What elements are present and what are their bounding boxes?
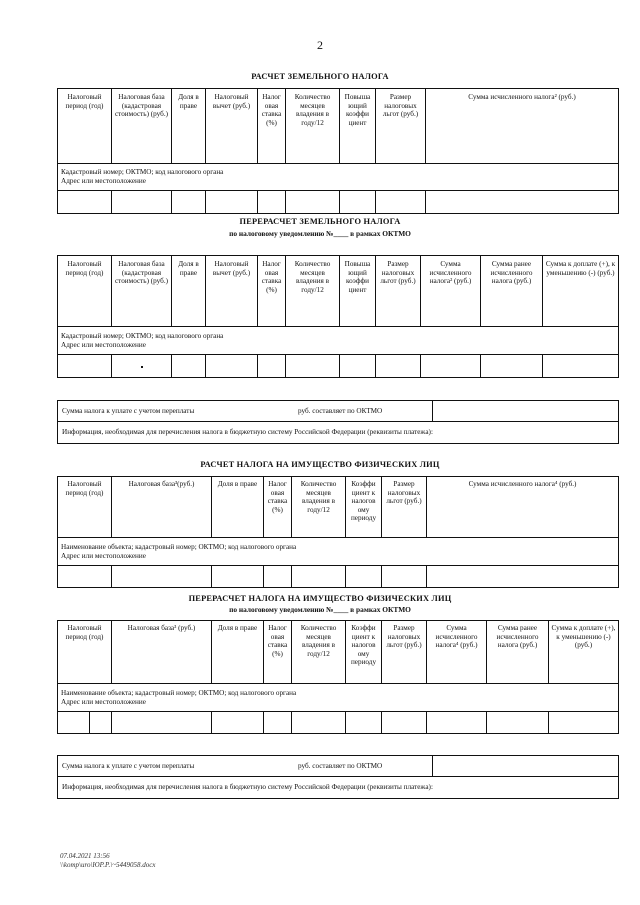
section3-data-row — [58, 566, 619, 588]
section2-info-line1: Кадастровый номер; ОКТМО; код налогового органа — [61, 331, 224, 340]
section1-table — [57, 88, 619, 214]
col-benefits: Размер налоговых льгот (руб.) — [382, 477, 427, 538]
col-coefficient: Повыша ющий коэффи циент — [340, 89, 376, 164]
col-computed-tax: Сумма исчисленного налога⁴ (руб.) — [427, 621, 487, 684]
section3-cell[interactable] — [58, 566, 112, 588]
col-rate: Налог овая ставка (%) — [258, 89, 286, 164]
col-share: Доля в праве — [212, 477, 264, 538]
section1-info — [58, 164, 619, 191]
section4-cell[interactable] — [58, 712, 90, 734]
section4-title: ПЕРЕРАСЧЕТ НАЛОГА НА ИМУЩЕСТВО ФИЗИЧЕСКИХ ЛИЦ — [188, 594, 452, 603]
section3-header-row — [58, 477, 619, 538]
col-tax-period: Налоговый период (год) — [58, 477, 112, 538]
section4-cell[interactable] — [90, 712, 112, 734]
section1-info-line1: Кадастровый номер; ОКТМО; код налогового органа — [61, 168, 224, 177]
col-computed-tax: Сумма исчисленного налога² (руб.) — [421, 256, 481, 327]
col-tax-base: Налоговая база³ (руб.) — [112, 621, 212, 684]
section1-cell[interactable] — [426, 191, 619, 214]
footer-filepath: \\komp\uro\ЮР.Р.\~5449058.docx — [60, 861, 156, 869]
section2-cell[interactable] — [421, 355, 481, 378]
section4-cell[interactable] — [427, 712, 487, 734]
col-coefficient: Коэффи циент к налогов ому периоду — [346, 477, 382, 538]
summary1-row — [58, 401, 618, 422]
section1-title: РАСЧЕТ ЗЕМЕЛЬНОГО НАЛОГА — [251, 72, 389, 81]
col-deduction: Налоговый вычет (руб.) — [206, 256, 258, 327]
col-deduction: Налоговый вычет (руб.) — [206, 89, 258, 164]
col-share: Доля в праве — [172, 256, 206, 327]
section2-table — [57, 255, 619, 378]
col-tax-base: Налоговая база³(руб.) — [112, 477, 212, 538]
col-benefits: Размер налоговых льгот (руб.) — [382, 621, 427, 684]
section3-info-line1: Наименование объекта; кадастровый номер; ОКТМО; код налогового органа — [61, 542, 297, 551]
section4-subtitle: по налоговому уведомлению №____ в рамках ОКТМО — [229, 605, 411, 614]
section2-cell[interactable] — [112, 355, 172, 378]
section4-info — [58, 684, 619, 712]
summary2-divider — [432, 756, 433, 777]
summary1-box — [57, 400, 619, 444]
section2-cell[interactable] — [340, 355, 376, 378]
col-difference: Сумма к доплате (+), к уменьшению (-) (руб.) — [549, 621, 619, 684]
summary1-middle: руб. составляет по ОКТМО — [298, 407, 383, 415]
section4-info-row — [58, 684, 619, 712]
col-tax-base: Налоговая база (кадастровая стоимость) (руб.) — [112, 89, 172, 164]
section3-cell[interactable] — [292, 566, 346, 588]
col-coefficient: Коэффи циент к налогов ому периоду — [346, 621, 382, 684]
col-coefficient: Повыша ющий коэффи циент — [340, 256, 376, 327]
section2-cell[interactable] — [286, 355, 340, 378]
col-months: Количество месяцев владения в году/12 — [286, 256, 340, 327]
col-computed-tax: Сумма исчисленного налога⁴ (руб.) — [427, 477, 619, 538]
section3-info-line2: Адрес или местоположение — [61, 551, 146, 560]
summary1-label: Сумма налога к уплате с учетом переплаты — [62, 407, 195, 415]
section4-cell[interactable] — [382, 712, 427, 734]
col-rate: Налог овая ставка (%) — [264, 477, 292, 538]
col-tax-period: Налоговый период (год) — [58, 621, 112, 684]
section2-cell[interactable] — [481, 355, 543, 378]
section2-cell[interactable] — [543, 355, 619, 378]
col-tax-base: Налоговая база (кадастровая стоимость) (руб.) — [112, 256, 172, 327]
col-rate: Налог овая ставка (%) — [258, 256, 286, 327]
section1-cell[interactable] — [376, 191, 426, 214]
section4-cell[interactable] — [112, 712, 212, 734]
section4-cell[interactable] — [264, 712, 292, 734]
section1-info-row — [58, 164, 619, 191]
section4-table — [57, 620, 619, 734]
summary1-divider — [432, 401, 433, 422]
section4-cell[interactable] — [549, 712, 619, 734]
col-benefits: Размер налоговых льгот (руб.) — [376, 256, 421, 327]
section3-cell[interactable] — [264, 566, 292, 588]
section4-header-row — [58, 621, 619, 684]
section1-cell[interactable] — [172, 191, 206, 214]
section3-cell[interactable] — [346, 566, 382, 588]
section1-cell[interactable] — [340, 191, 376, 214]
section2-cell[interactable] — [172, 355, 206, 378]
summary2-row — [58, 756, 618, 777]
summary2-label: Сумма налога к уплате с учетом переплаты — [62, 762, 195, 770]
page-number: 2 — [317, 38, 323, 52]
col-previous-tax: Сумма ранее исчисленного налога (руб.) — [481, 256, 543, 327]
section1-cell[interactable] — [112, 191, 172, 214]
col-months: Количество месяцев владения в году/12 — [292, 477, 346, 538]
section3-info — [58, 538, 619, 566]
summary2-box — [57, 755, 619, 799]
dot-mark — [141, 366, 143, 368]
section1-data-row — [58, 191, 619, 214]
section4-info-line2: Адрес или местоположение — [61, 697, 146, 706]
footer-timestamp: 07.04.2021 13:56 — [60, 852, 110, 860]
section1-info-line2: Адрес или местоположение — [61, 177, 146, 185]
section3-cell[interactable] — [382, 566, 427, 588]
section2-cell[interactable] — [206, 355, 258, 378]
section2-header-row — [58, 256, 619, 327]
footer — [60, 852, 155, 870]
col-benefits: Размер налоговых льгот (руб.) — [376, 89, 426, 164]
section4-cell[interactable] — [487, 712, 549, 734]
col-tax-period: Налоговый период (год) — [58, 89, 112, 164]
section1-cell[interactable] — [58, 191, 112, 214]
section3-cell[interactable] — [427, 566, 619, 588]
section4-cell[interactable] — [346, 712, 382, 734]
section1-cell[interactable] — [286, 191, 340, 214]
section2-data-row — [58, 355, 619, 378]
section1-cell[interactable] — [206, 191, 258, 214]
section3-cell[interactable] — [212, 566, 264, 588]
section3-cell[interactable] — [112, 566, 212, 588]
section1-header-row — [58, 89, 619, 164]
col-share: Доля в праве — [212, 621, 264, 684]
col-rate: Налог овая ставка (%) — [264, 621, 292, 684]
section3-info-row — [58, 538, 619, 566]
section2-title: ПЕРЕРАСЧЕТ ЗЕМЕЛЬНОГО НАЛОГА — [239, 217, 401, 226]
col-difference: Сумма к доплате (+), к уменьшению (-) (руб.) — [543, 256, 619, 327]
section2-cell[interactable] — [58, 355, 112, 378]
section2-info — [58, 327, 619, 355]
col-tax-period: Налоговый период (год) — [58, 256, 112, 327]
section3-table — [57, 476, 619, 588]
col-previous-tax: Сумма ранее исчисленного налога (руб.) — [487, 621, 549, 684]
section4-cell[interactable] — [212, 712, 264, 734]
col-computed-tax: Сумма исчисленного налога² (руб.) — [426, 89, 619, 164]
section1-cell[interactable] — [258, 191, 286, 214]
section2-info-row — [58, 327, 619, 355]
col-share: Доля в праве — [172, 89, 206, 164]
section3-title: РАСЧЕТ НАЛОГА НА ИМУЩЕСТВО ФИЗИЧЕСКИХ ЛИЦ — [200, 460, 440, 469]
section2-cell[interactable] — [376, 355, 421, 378]
col-months: Количество месяцев владения в году/12 — [292, 621, 346, 684]
section4-data-row — [58, 712, 619, 734]
summary2-info: Информация, необходимая для перечисления налога в бюджетную систему Российской Федерации (реквизиты платежа): — [62, 783, 433, 791]
section4-cell[interactable] — [292, 712, 346, 734]
section2-info-line2: Адрес или местоположение — [61, 340, 146, 349]
summary2-middle: руб. составляет по ОКТМО — [298, 762, 383, 770]
section2-subtitle: по налоговому уведомлению №____ в рамках ОКТМО — [229, 229, 411, 238]
section4-info-line1: Наименование объекта; кадастровый номер; ОКТМО; код налогового органа — [61, 688, 297, 697]
summary1-info: Информация, необходимая для перечисления налога в бюджетную систему Российской Федерации (реквизиты платежа): — [62, 428, 433, 436]
col-months: Количество месяцев владения в году/12 — [286, 89, 340, 164]
section2-cell[interactable] — [258, 355, 286, 378]
